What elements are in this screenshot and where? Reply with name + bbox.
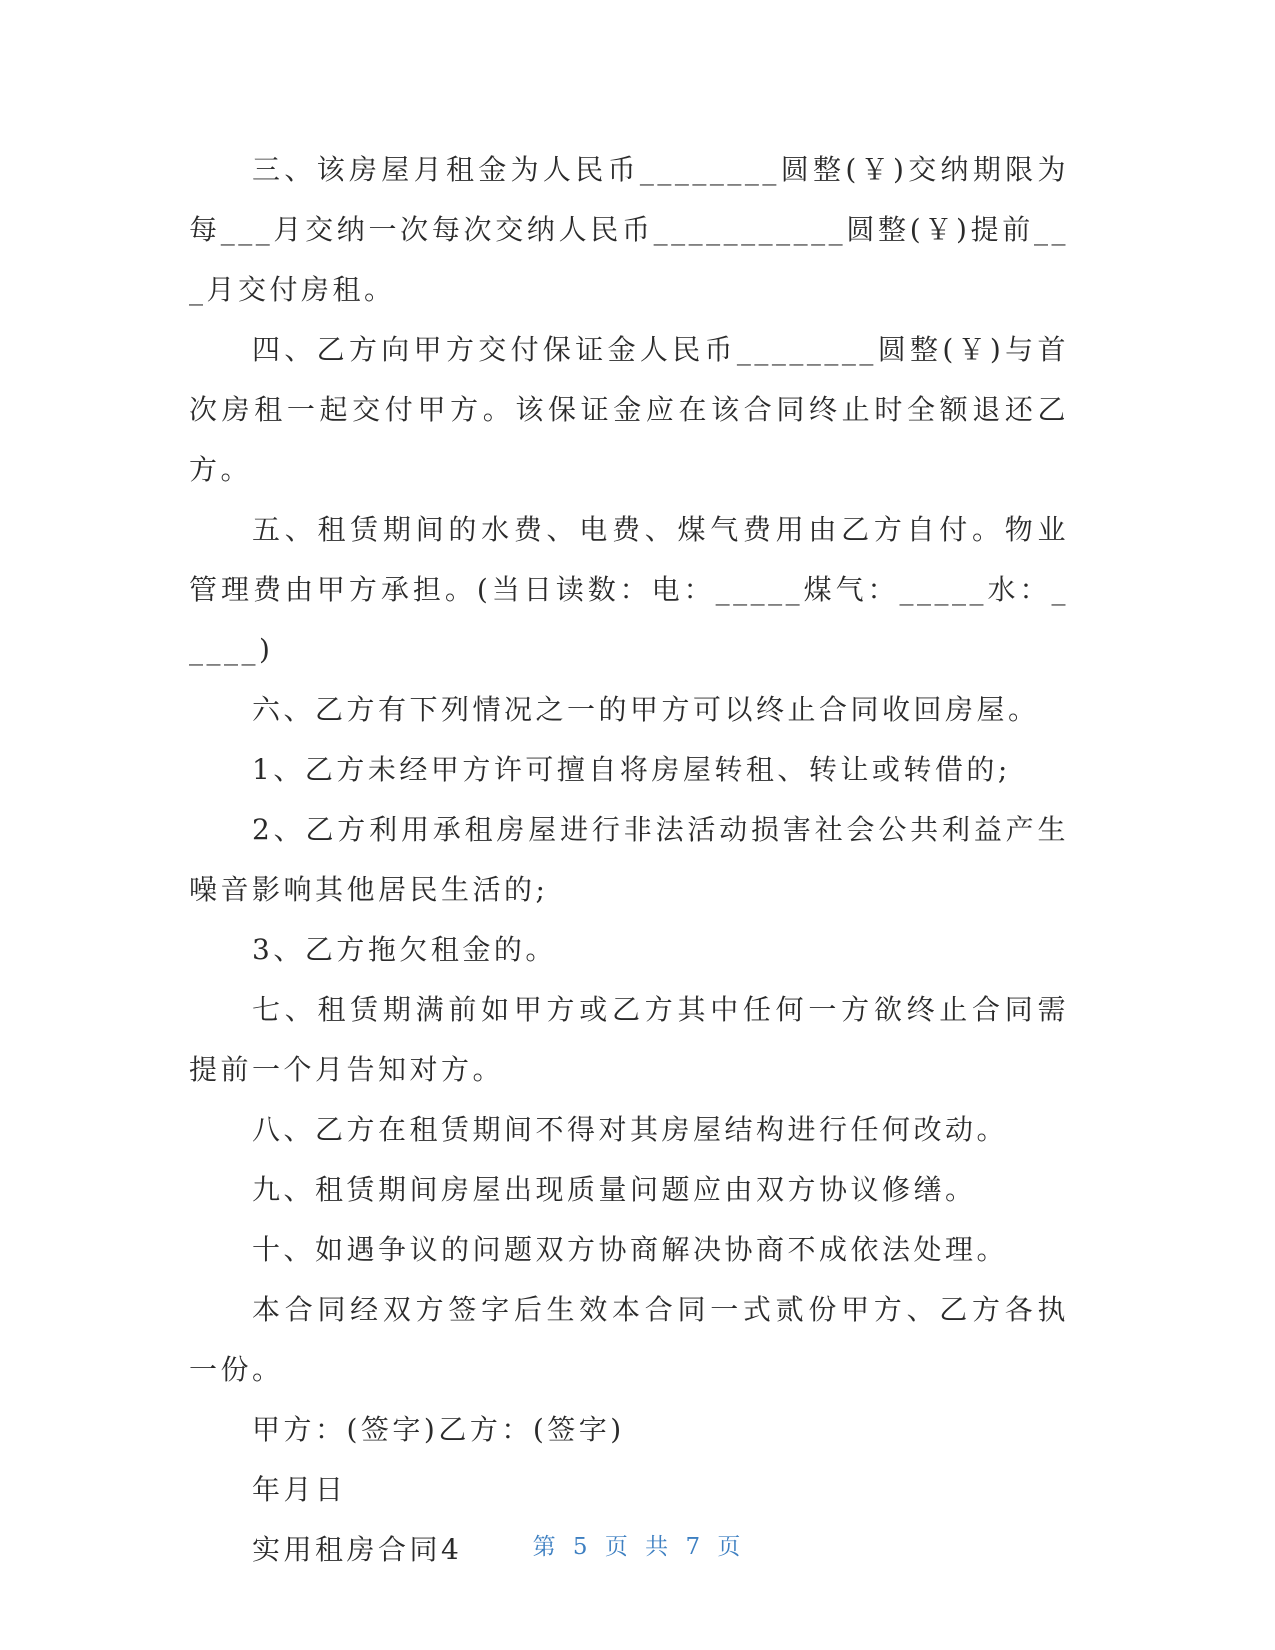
clause-4-deposit: 四、乙方向甲方交付保证金人民币________圆整(￥)与首次房租一起交付甲方。该保证金应在该合同终止时全额退还乙方。: [189, 333, 1069, 486]
clause-7-notice: 七、租赁期满前如甲方或乙方其中任何一方欲终止合同需提前一个月告知对方。: [189, 993, 1069, 1086]
page-number-footer: 第 5 页 共 7 页: [532, 1534, 743, 1560]
clause-6-termination: 六、乙方有下列情况之一的甲方可以终止合同收回房屋。: [252, 693, 1040, 726]
clause-9-repairs: 九、租赁期间房屋出现质量问题应由双方协议修缮。: [252, 1173, 977, 1206]
clause-8-structure: 八、乙方在租赁期间不得对其房屋结构进行任何改动。: [252, 1113, 1009, 1146]
clause-10-disputes: 十、如遇争议的问题双方协商解决协商不成依法处理。: [252, 1233, 1009, 1266]
clause-5-utilities: 五、租赁期间的水费、电费、煤气费用由乙方自付。物业管理费由甲方承担。(当日读数：电：_____煤气：_____水：_____): [189, 513, 1069, 666]
clause-6-item-3: 3、乙方拖欠租金的。: [252, 933, 557, 966]
signature-line: 甲方：(签字)乙方：(签字): [252, 1413, 625, 1446]
effective-clause: 本合同经双方签字后生效本合同一式贰份甲方、乙方各执一份。: [189, 1293, 1069, 1386]
document-body: [189, 140, 1069, 1580]
clause-6-item-1: 1、乙方未经甲方许可擅自将房屋转租、转让或转借的;: [252, 753, 1011, 786]
clause-6-item-2: 2、乙方利用承租房屋进行非法活动损害社会公共利益产生噪音影响其他居民生活的;: [189, 813, 1069, 906]
date-line: 年月日: [252, 1473, 347, 1506]
next-contract-heading: 实用租房合同4: [252, 1533, 463, 1566]
clause-3-rent: 三、该房屋月租金为人民币________圆整(￥)交纳期限为每___月交纳一次每次交纳人民币___________圆整(￥)提前___月交付房租。: [189, 153, 1069, 306]
